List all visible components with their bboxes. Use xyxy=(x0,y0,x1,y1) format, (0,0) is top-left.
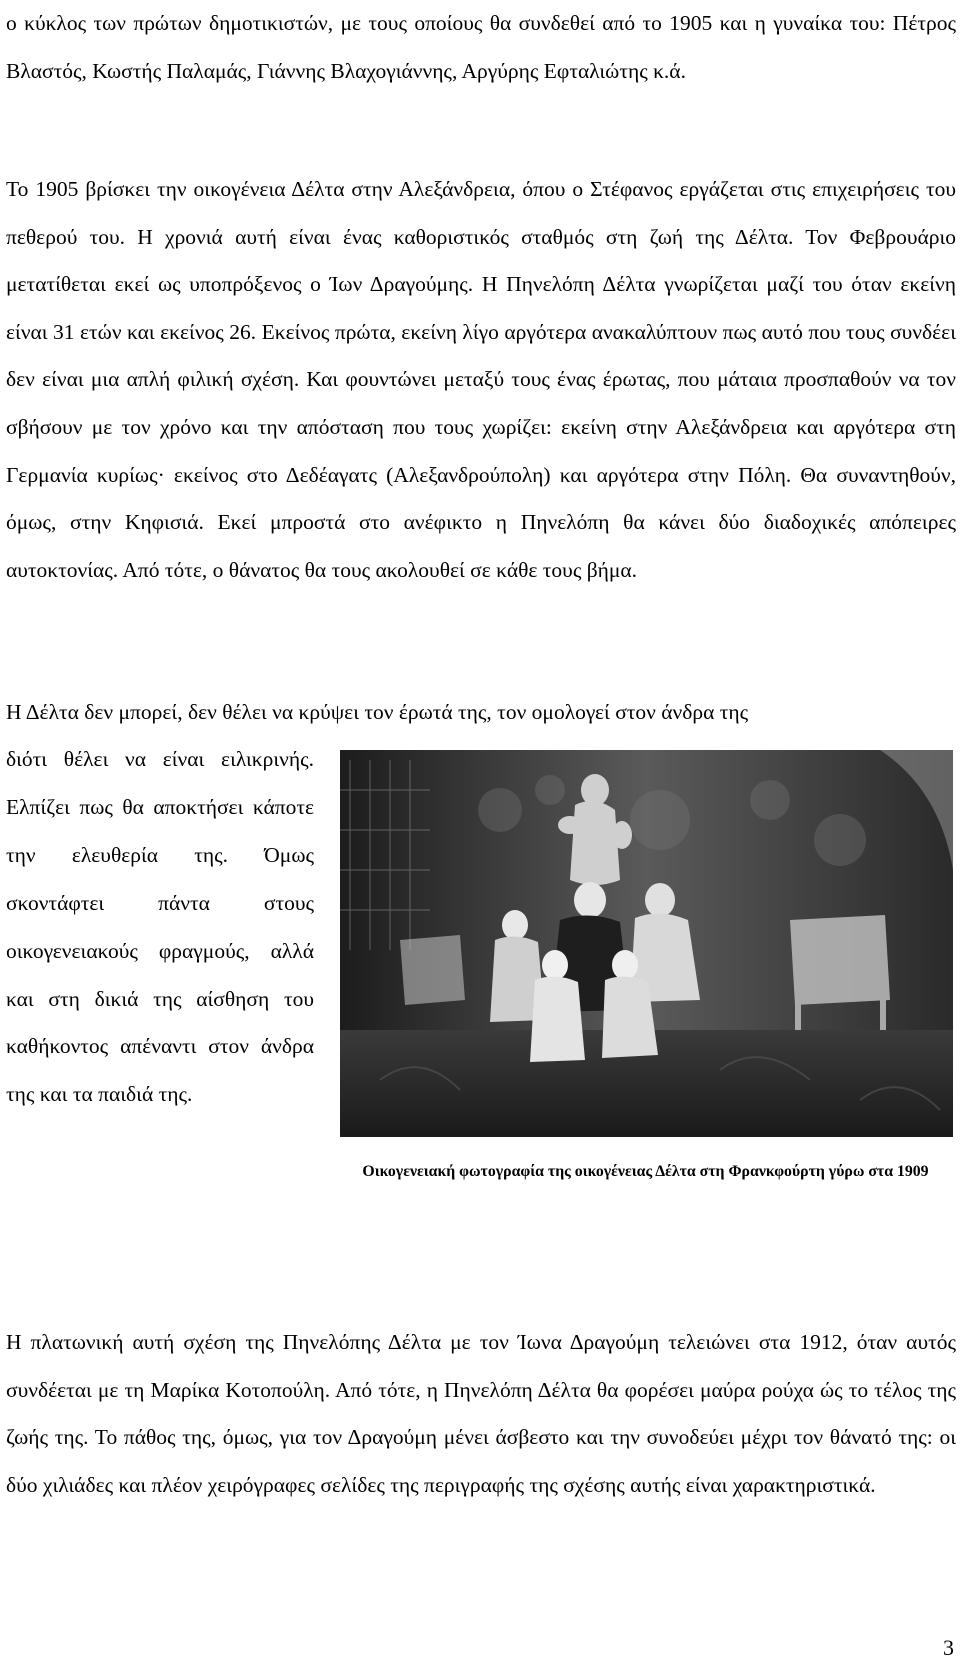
figure-caption: Οικογενειακή φωτογραφία της οικογένειας Δέλτα στη Φρανκφούρτη γύρω στα 1909 xyxy=(362,1163,929,1180)
paragraph-1905-wrapped-text: διότι θέλει να είναι ειλικρινής. Ελπίζει πως θα αποκτήσει κάποτε την ελευθερία της. Όμως σκοντάφτει πάντα στους οικογενειακούς φραγμούς, αλλά και στη δικιά της αίσθηση του καθήκοντος απέναντι στον άνδρα της και τα παιδιά της. xyxy=(6,747,314,1107)
paragraph-platonic: Η πλατωνική αυτή σχέση της Πηνελόπης Δέλτα με τον Ίωνα Δραγούμη τελειώνει στα 1912, όταν αυτός συνδέεται με τη Μαρίκα Κοτοπούλη. Από τότε, η Πηνελόπη Δέλτα θα φορέσει μαύρα ρούχα ώς το τέλος της ζωής της. Το πάθος της, όμως, για τον Δραγούμη μένει άσβεστο και την συνοδεύει μέχρι τον θάνατό της: οι δύο χιλιάδες και πλέον χειρόγραφες σελίδες της περιγραφής της σχέσης αυτής είναι χαρακτηριστικά. xyxy=(6,1330,956,1497)
paragraph-1905-last-line: Η Δέλτα δεν μπορεί, δεν θέλει να κρύψει τον έρωτά της, τον ομολογεί στον άνδρα της xyxy=(6,700,749,724)
family-photo xyxy=(340,750,953,1137)
family-photo-illustration xyxy=(340,750,953,1137)
paragraph-intro: ο κύκλος των πρώτων δημοτικιστών, με τους οποίους θα συνδεθεί από το 1905 και η γυναίκα του: Πέτρος Βλαστός, Κωστής Παλαμάς, Γιάννης Βλαχογιάννης, Αργύρης Εφταλιώτης κ.ά. xyxy=(6,11,956,83)
page-number: 3 xyxy=(943,1635,954,1660)
paragraph-1905: Το 1905 βρίσκει την οικογένεια Δέλτα στην Αλεξάνδρεια, όπου ο Στέφανος εργάζεται στις επιχειρήσεις του πεθερού του. Η χρονιά αυτή είναι ένας καθοριστικός σταθμός στη ζωή της Δέλτα. Τον Φεβρουάριο μετατίθεται εκεί ως υποπρόξενος ο Ίων Δραγούμης. Η Πηνελόπη Δέλτα γνωρίζεται μαζί του όταν εκείνη είναι 31 ετών και εκείνος 26. Εκείνος πρώτα, εκείνη λίγο αργότερα ανακαλύπτουν πως αυτό που τους συνδέει δεν είναι μια απλή φιλική σχέση. Και φουντώνει μεταξύ τους ένας έρωτας, που μάταια προσπαθούν να τον σβήσουν με τον χρόνο και την απόσταση που τους χωρίζει: εκείνη στην Αλεξάνδρεια και αργότερα στη Γερμανία κυρίως· εκείνος στο Δεδέαγατς (Αλεξανδρούπολη) και αργότερα στην Πόλη. Θα συναντηθούν, όμως, στην Κηφισιά. Εκεί μπροστά στο ανέφικτο η Πηνελόπη θα κάνει δύο διαδοχικές απόπειρες αυτοκτονίας. Από τότε, ο θάνατος θα τους ακολουθεί σε κάθε τους βήμα. xyxy=(6,177,956,582)
